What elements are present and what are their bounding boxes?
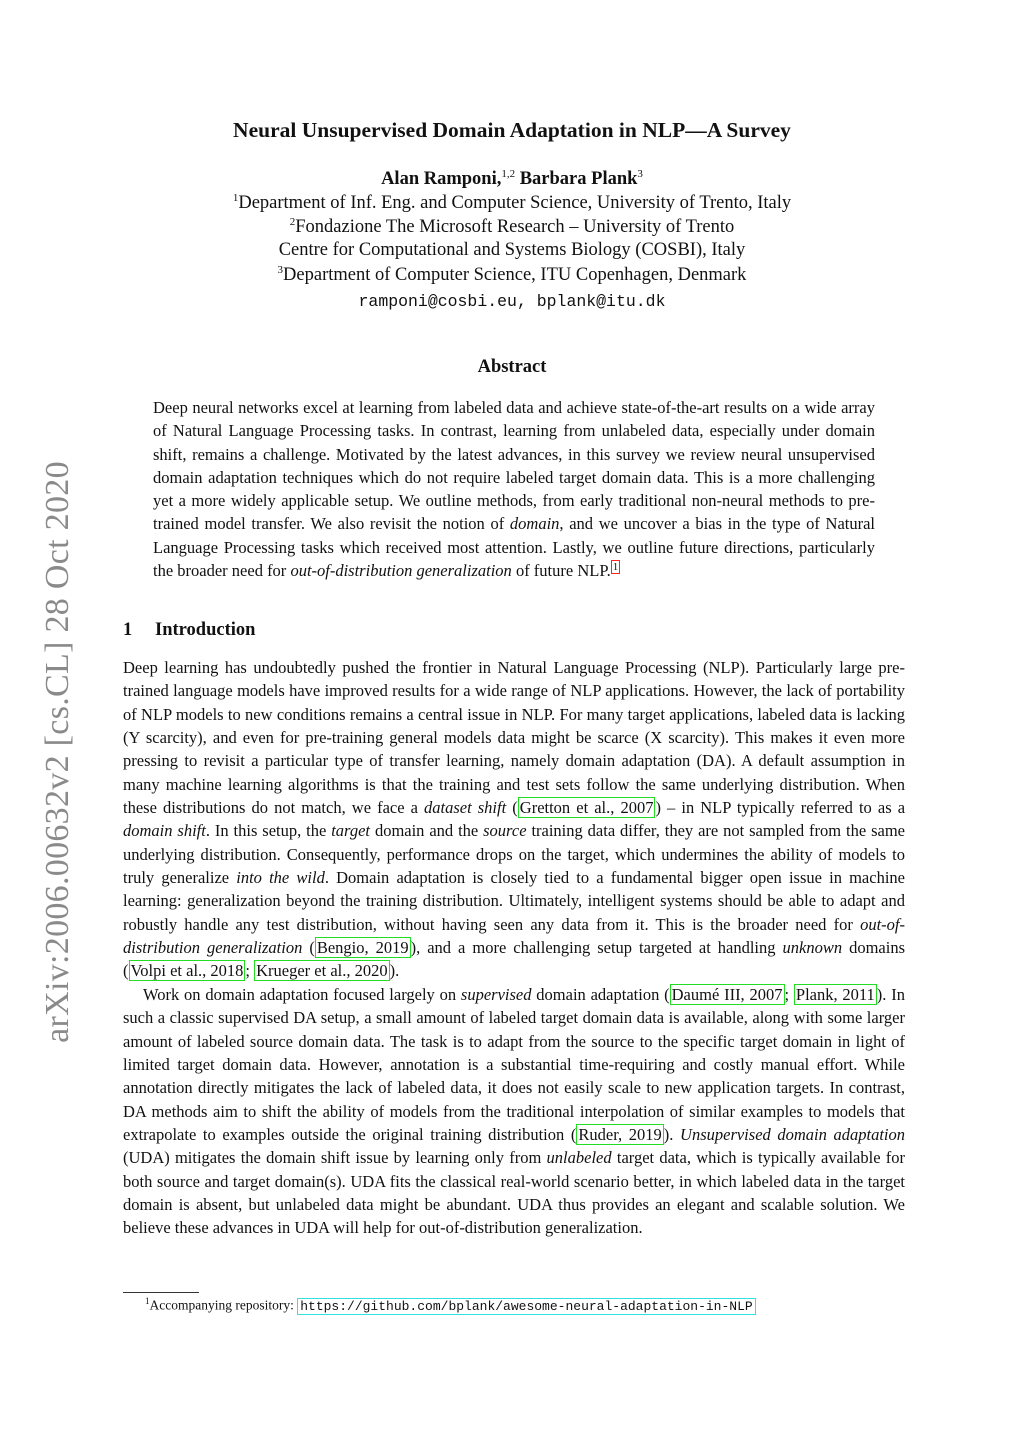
intro-paragraph-1: Deep learning has undoubtedly pushed the frontier in Natural Language Processing (NLP). Particularly large pre-trained language models have improved results for a wide range of NLP applications. However, the lack of portability of NLP models to new conditions remains a central issue in NLP. For many target applications, labeled data is lacking (Y scarcity), and even for pre-training general models data might be scarce (X scarcity). This makes it even more pressing to revisit a particular type of transfer learning, namely domain adaptation (DA). A default assumption in many machine learning algorithms is that the training and test sets follow the same underlying distribution. When these distributions do not match, we face a dataset shift ( Gretton et al., 2007 ) – in NLP typically referred to as a domain shift. In this setup, the target domain and the source training data differ, they are not sampled from the same underlying distribution. Consequently, performance drops on the target, which undermines the ability of models to truly generalize into the wild. Domain adaptation is closely tied to a fundamental bigger open issue in machine learning: generalization beyond the training distribution. Ultimately, intelligent systems should be able to adapt and robustly handle any test distribution, without having seen any data from it. This is the broader need for out-of-distribution generalization ( Bengio, 2019 ), and a more challenging setup targeted at handling unknown domains ( Volpi et al., 2018 ; Krueger et al., 2020 ). <box>123 658 906 981</box>
citation-ruder-2019[interactable]: Ruder, 2019 <box>578 1124 662 1144</box>
authors-line <box>0 168 1024 190</box>
citation-volpi-2018[interactable]: Volpi et al., 2018 <box>130 961 244 981</box>
author-ramponi-affil: 1,2 <box>501 168 516 180</box>
citation-bengio-2019[interactable]: Bengio, 2019 <box>316 938 409 958</box>
author-ramponi: Alan Ramponi, <box>381 169 502 190</box>
affiliation-1: $^1$Department of Inf. Eng. and Computer Science, University of Trento, Italy <box>232 192 792 214</box>
affiliation-3: $^3$Department of Computer Science, ITU Copenhagen, Denmark <box>277 264 747 286</box>
affiliation-2b: Centre for Computational and Systems Biology (COSBI), Italy <box>278 240 746 260</box>
footnote-link[interactable]: 1 <box>612 560 619 573</box>
author-emails: ramponi@cosbi.eu, bplank@itu.dk <box>358 292 666 311</box>
author-plank-affil: 3 <box>637 168 643 180</box>
section-heading-introduction: 1 Introduction <box>123 620 256 640</box>
paper-title: Neural Unsupervised Domain Adaptation in NLP—A Survey <box>233 118 791 142</box>
citation-daume-2007[interactable]: Daumé III, 2007 <box>671 984 783 1004</box>
footnote-1: $^1$Accompanying repository: https://github.com/bplank/awesome-neural-adaptation-in-NLP <box>145 1296 756 1314</box>
author-plank: Barbara Plank <box>519 169 638 190</box>
affiliation-2: $^2$Fondazione The Microsoft Research – University of Trento <box>289 216 735 238</box>
intro-paragraph-2: Work on domain adaptation focused largely on supervised domain adaptation ( Daumé III, 2007 ; Plank, 2011 ). In such a classic supervised DA setup, a small amount of labeled target domain data is available, along with some larger amount of labeled source domain data. The task is to adapt from the source to the specific target domain in light of limited target domain data. However, annotation is a substantial time-requiring and costly manual effort. While annotation directly mitigates the lack of labeled data, it does not easily scale to new application targets. In contrast, DA methods aim to shift the ability of models from the traditional interpolation of similar examples to models that extrapolate to examples outside the original training distribution ( Ruder, 2019 ). Unsupervised domain adaptation (UDA) mitigates the domain shift issue by learning only from unlabeled target data, which is typically available for both source and target domain(s). UDA fits the classical real-world scenario better, in which labeled data in the target domain is absent, but unlabeled data might be abundant. UDA thus provides an elegant and scalable solution. We believe these advances in UDA will help for out-of-distribution generalization. <box>123 984 905 1238</box>
abstract-body: Deep neural networks excel at learning from labeled data and achieve state-of-the-art results on a wide array of Natural Language Processing tasks. In contrast, learning from unlabeled data, especially under domain shift, remains a challenge. Motivated by the latest advances, in this survey we review neural unsupervised domain adaptation techniques which do not require labeled target domain data. This is a more challenging yet a more widely applicable setup. We outline methods, from early traditional non-neural methods to pre-trained model transfer. We also revisit the notion of domain, and we uncover a bias in the type of Natural Language Processing tasks which received most attention. Lastly, we outline future directions, particularly the broader need for out-of-distribution generalization of future NLP. $^1$ <box>153 398 876 581</box>
citation-plank-2011[interactable]: Plank, 2011 <box>795 984 875 1004</box>
citation-gretton-2007[interactable]: Gretton et al., 2007 <box>519 798 654 818</box>
footnote-divider <box>123 1292 199 1293</box>
abstract-heading: Abstract <box>477 357 547 377</box>
repository-link[interactable]: https://github.com/bplank/awesome-neural-adaptation-in-NLP <box>297 1298 755 1315</box>
arxiv-identifier: arXiv:2006.00632v2 [cs.CL] 28 Oct 2020 <box>39 461 76 1043</box>
citation-krueger-2020[interactable]: Krueger et al., 2020 <box>256 961 388 981</box>
introduction-body <box>123 656 905 1240</box>
